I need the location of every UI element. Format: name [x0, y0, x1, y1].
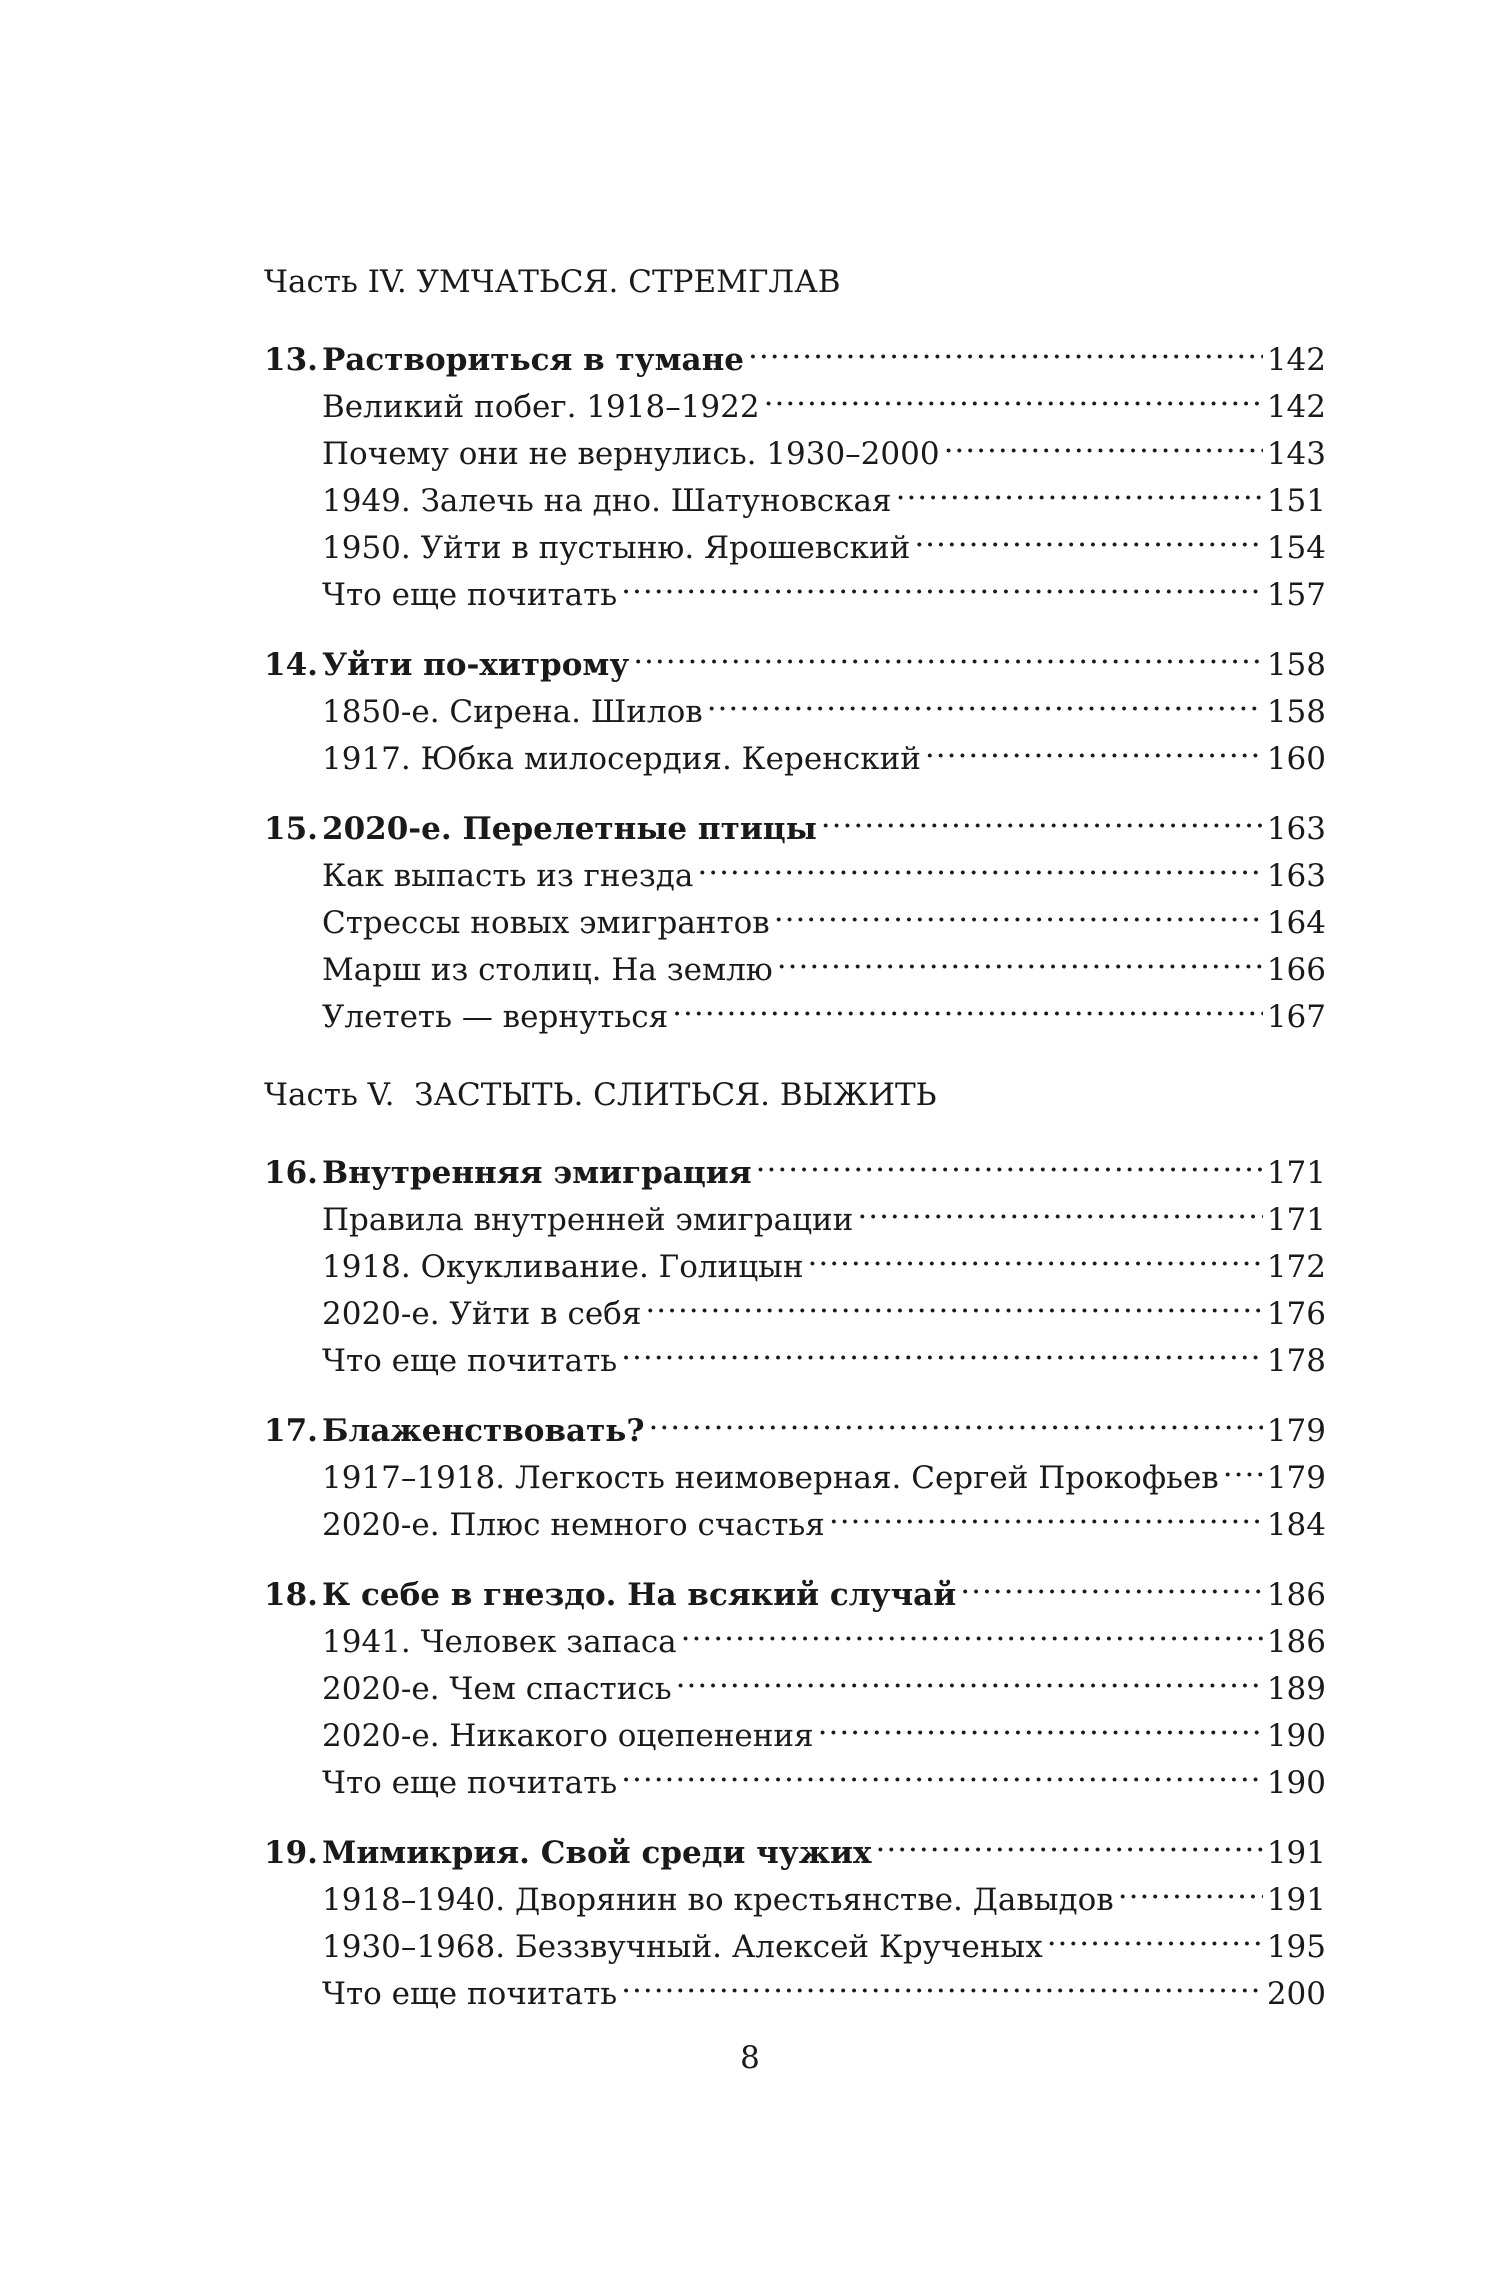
section-entry [264, 853, 1326, 900]
section-title: 1917–1918. Легкость неимоверная. Сергей Прокофьев [322, 1460, 1219, 1496]
page-number: 191 [1266, 1882, 1326, 1918]
section-title: 1941. Человек запаса [322, 1624, 677, 1660]
section-entry [264, 1244, 1326, 1291]
dot-leader [1047, 1926, 1263, 1957]
section-entry [264, 431, 1326, 478]
section-title: 2020-е. Чем спастись [322, 1671, 672, 1707]
page-number: 143 [1266, 436, 1326, 472]
dot-leader [777, 949, 1263, 980]
chapter-number: 15. [264, 811, 318, 847]
section-entry [264, 525, 1326, 572]
dot-leader [621, 1973, 1263, 2004]
chapter-title: Раствориться в тумане [322, 342, 744, 378]
page-number: 191 [1266, 1835, 1326, 1871]
dot-leader [829, 1504, 1263, 1535]
chapter-entry [264, 1149, 1326, 1197]
section-title: Стрессы новых эмигрантов [322, 905, 770, 941]
chapter-title: Уйти по-хитрому [322, 647, 630, 683]
chapter-title: 2020-е. Перелетные птицы [322, 811, 817, 847]
chapter-13 [264, 336, 1326, 619]
section-title: 1949. Залечь на дно. Шатуновская [322, 483, 892, 519]
chapter-19 [264, 1829, 1326, 2018]
chapter-entry [264, 1407, 1326, 1455]
section-title: Что еще почитать [322, 1765, 618, 1801]
section-entry [264, 947, 1326, 994]
page-number: 184 [1266, 1507, 1326, 1543]
part-heading: Часть V. ЗАСТЫТЬ. СЛИТЬСЯ. ВЫЖИТЬ [264, 1077, 937, 1113]
page-number: 171 [1266, 1155, 1326, 1191]
section-title: 1850-е. Сирена. Шилов [322, 694, 703, 730]
dot-leader [818, 1715, 1263, 1746]
section-title: Правила внутренней эмиграции [322, 1202, 854, 1238]
section-title: 1918–1940. Дворянин во крестьянстве. Давыдов [322, 1882, 1114, 1918]
dot-leader [914, 527, 1263, 558]
section-title: Что еще почитать [322, 1976, 618, 2012]
dot-leader [697, 855, 1262, 886]
section-entry [264, 1619, 1326, 1666]
chapter-16 [264, 1149, 1326, 1385]
page-number: 172 [1266, 1249, 1326, 1285]
page-number: 158 [1266, 694, 1326, 730]
section-entry [264, 1713, 1326, 1760]
dot-leader [764, 386, 1263, 417]
chapter-18 [264, 1571, 1326, 1807]
chapter-entry [264, 1829, 1326, 1877]
page-number: 200 [1266, 1976, 1326, 2012]
chapter-title: Блаженствовать? [322, 1413, 645, 1449]
chapter-entry [264, 805, 1326, 853]
section-entry [264, 736, 1326, 783]
dot-leader [621, 1762, 1263, 1793]
section-title: Почему они не вернулись. 1930–2000 [322, 436, 940, 472]
dot-leader [857, 1199, 1262, 1230]
page-number: 190 [1266, 1718, 1326, 1754]
section-entry [264, 1291, 1326, 1338]
page-number: 151 [1266, 483, 1326, 519]
page-number: 158 [1266, 647, 1326, 683]
section-entry [264, 1971, 1326, 2018]
page-number: 163 [1266, 858, 1326, 894]
chapter-number: 13. [264, 342, 318, 378]
section-entry [264, 1666, 1326, 1713]
dot-leader [807, 1246, 1262, 1277]
chapter-entry [264, 1571, 1326, 1619]
chapter-number: 14. [264, 647, 318, 683]
section-entry [264, 689, 1326, 736]
dot-leader [821, 808, 1263, 839]
chapter-entry [264, 641, 1326, 689]
dot-leader [621, 1340, 1263, 1371]
dot-leader [707, 691, 1263, 722]
dot-leader [960, 1574, 1263, 1605]
dot-leader [1223, 1457, 1263, 1488]
section-entry [264, 478, 1326, 525]
section-entry [264, 900, 1326, 947]
dot-leader [748, 339, 1263, 370]
page-number: 176 [1266, 1296, 1326, 1332]
section-title: 1950. Уйти в пустыню. Ярошевский [322, 530, 911, 566]
page-number: 157 [1266, 577, 1326, 613]
section-entry [264, 1877, 1326, 1924]
page-number: 171 [1266, 1202, 1326, 1238]
section-entry [264, 572, 1326, 619]
dot-leader [896, 480, 1263, 511]
dot-leader [621, 574, 1263, 605]
section-title: Что еще почитать [322, 1343, 618, 1379]
section-entry [264, 994, 1326, 1041]
table-of-contents [264, 258, 1326, 2040]
page-number: 167 [1266, 999, 1326, 1035]
dot-leader [756, 1152, 1263, 1183]
section-entry [264, 1760, 1326, 1807]
page-number: 160 [1266, 741, 1326, 777]
page-number: 166 [1266, 952, 1326, 988]
page-number: 142 [1266, 389, 1326, 425]
chapter-title: Внутренняя эмиграция [322, 1155, 752, 1191]
section-entry [264, 1338, 1326, 1385]
page-number: 186 [1266, 1577, 1326, 1613]
section-title: 2020-е. Уйти в себя [322, 1296, 642, 1332]
section-entry [264, 384, 1326, 431]
page-number: 195 [1266, 1929, 1326, 1965]
chapter-number: 19. [264, 1835, 318, 1871]
section-title: 1930–1968. Беззвучный. Алексей Крученых [322, 1929, 1043, 1965]
section-title: Улететь — вернуться [322, 999, 669, 1035]
dot-leader [649, 1410, 1263, 1441]
page-number: 142 [1266, 342, 1326, 378]
section-title: Что еще почитать [322, 577, 618, 613]
dot-leader [633, 644, 1263, 675]
dot-leader [1118, 1879, 1263, 1910]
chapter-number: 17. [264, 1413, 318, 1449]
chapter-number: 18. [264, 1577, 318, 1613]
page-number: 190 [1266, 1765, 1326, 1801]
chapter-title: К себе в гнездо. На всякий случай [322, 1577, 957, 1613]
chapter-number: 16. [264, 1155, 318, 1191]
section-entry [264, 1455, 1326, 1502]
section-title: Как выпасть из гнезда [322, 858, 694, 894]
page-number: 189 [1266, 1671, 1326, 1707]
section-entry [264, 1502, 1326, 1549]
dot-leader [944, 433, 1263, 464]
chapter-17 [264, 1407, 1326, 1549]
page-folio: 8 [740, 2040, 760, 2076]
dot-leader [645, 1293, 1262, 1324]
chapter-entry [264, 336, 1326, 384]
dot-leader [681, 1621, 1263, 1652]
chapter-15 [264, 805, 1326, 1041]
page-number: 186 [1266, 1624, 1326, 1660]
page-number: 178 [1266, 1343, 1326, 1379]
section-title: 1917. Юбка милосердия. Керенский [322, 741, 921, 777]
section-title: Марш из столиц. На землю [322, 952, 773, 988]
part-heading: Часть IV. УМЧАТЬСЯ. СТРЕМГЛАВ [264, 264, 841, 300]
page-number: 164 [1266, 905, 1326, 941]
dot-leader [676, 1668, 1263, 1699]
chapter-title: Мимикрия. Свой среди чужих [322, 1835, 872, 1871]
dot-leader [774, 902, 1263, 933]
section-title: Великий побег. 1918–1922 [322, 389, 760, 425]
chapter-14 [264, 641, 1326, 783]
dot-leader [672, 996, 1263, 1027]
section-title: 1918. Окукливание. Голицын [322, 1249, 804, 1285]
dot-leader [875, 1832, 1262, 1863]
page-number: 179 [1266, 1413, 1326, 1449]
page-number: 154 [1266, 530, 1326, 566]
section-title: 2020-е. Плюс немного счастья [322, 1507, 825, 1543]
section-entry [264, 1924, 1326, 1971]
page-number: 179 [1266, 1460, 1326, 1496]
section-entry [264, 1197, 1326, 1244]
dot-leader [925, 738, 1263, 769]
page-number: 163 [1266, 811, 1326, 847]
section-title: 2020-е. Никакого оцепенения [322, 1718, 814, 1754]
